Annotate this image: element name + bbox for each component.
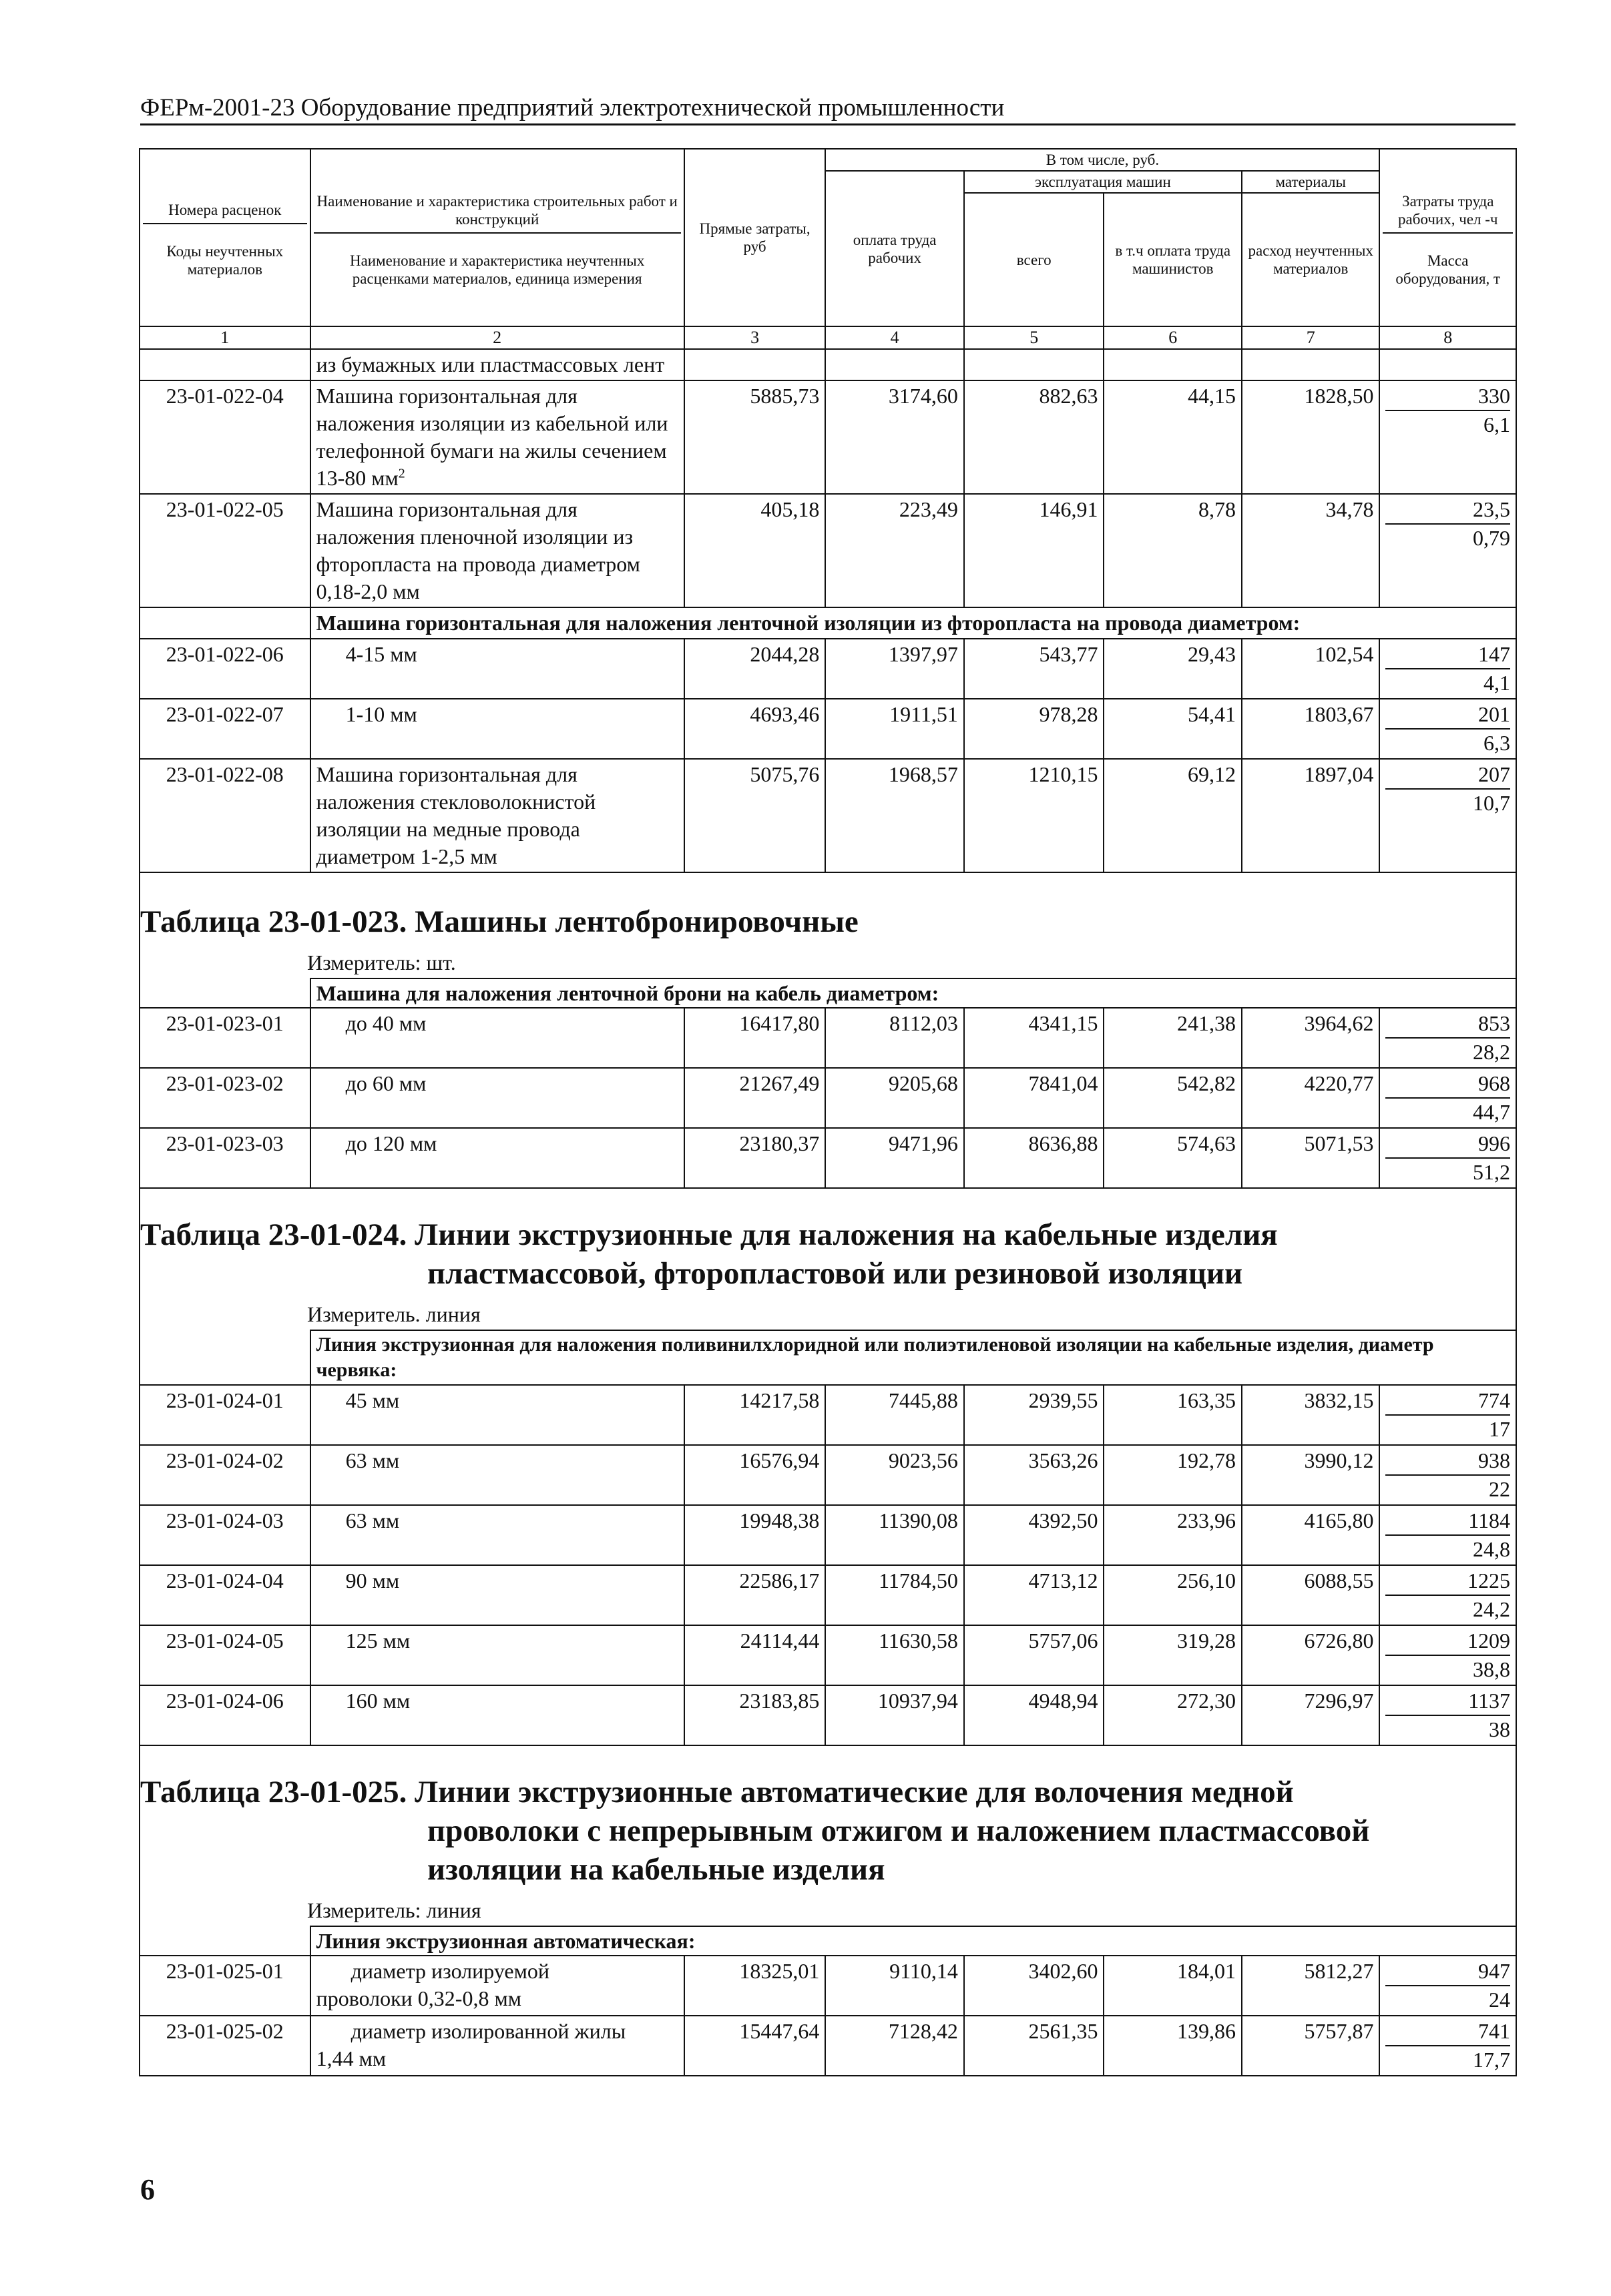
- row-code: 23-01-022-06: [140, 639, 310, 699]
- row-name: 125 мм: [310, 1625, 684, 1685]
- material-cost: 5757,87: [1242, 2016, 1380, 2076]
- direct-cost: 22586,17: [684, 1565, 826, 1625]
- material-cost: 1828,50: [1242, 380, 1380, 494]
- work-mass: 207 10,7: [1379, 759, 1516, 872]
- row-code: 23-01-024-06: [140, 1685, 310, 1745]
- row-name: до 40 мм: [310, 1008, 684, 1068]
- col-number: 8: [1379, 326, 1516, 349]
- group-label: Линия экструзионная для наложения поливинилхлоридной или полиэтиленовой изоляции на кабельные изделия, диаметр червяка:: [310, 1330, 1516, 1385]
- row-name: Машина горизонтальная для наложения пленочной изоляции из фторопласта на провода диаметром 0,18-2,0 мм: [310, 494, 684, 607]
- machine-cost: 4392,50: [964, 1505, 1104, 1565]
- row-name: Машина горизонтальная для наложения стекловолокнистой изоляции на медные провода диаметром 1-2,5 мм: [310, 759, 684, 872]
- group-row: [140, 1330, 1516, 1385]
- labor-cost: 11390,08: [825, 1505, 964, 1565]
- table-row: [140, 1565, 1516, 1625]
- page-number: 6: [140, 2173, 155, 2206]
- driver-cost: 139,86: [1104, 2016, 1242, 2076]
- row-code: 23-01-022-04: [140, 380, 310, 494]
- group-row: [140, 978, 1516, 1008]
- machine-cost: 5757,06: [964, 1625, 1104, 1685]
- material-cost: 1803,67: [1242, 699, 1380, 759]
- material-cost: 3964,62: [1242, 1008, 1380, 1068]
- driver-cost: 29,43: [1104, 639, 1242, 699]
- machine-cost: 8636,88: [964, 1128, 1104, 1188]
- row-name: до 120 мм: [310, 1128, 684, 1188]
- row-code: 23-01-025-01: [140, 1956, 310, 2016]
- table-row: [140, 1128, 1516, 1188]
- rates-table: [139, 148, 1517, 2076]
- labor-cost: 9110,14: [825, 1956, 964, 2016]
- col-number: 7: [1242, 326, 1380, 349]
- direct-cost: 16417,80: [684, 1008, 826, 1068]
- table-row: [140, 2016, 1516, 2076]
- material-cost: 4165,80: [1242, 1505, 1380, 1565]
- machine-cost: 7841,04: [964, 1068, 1104, 1128]
- row-code: 23-01-023-01: [140, 1008, 310, 1068]
- machine-cost: 146,91: [964, 494, 1104, 607]
- material-cost: 3832,15: [1242, 1385, 1380, 1445]
- machine-cost: 4341,15: [964, 1008, 1104, 1068]
- col2-header: Наименование и характеристика строительных работ и конструкций Наименование и характеристика неучтенных расценками материалов, единица измерения: [310, 149, 684, 326]
- row-name: 1-10 мм: [310, 699, 684, 759]
- material-cost: 7296,97: [1242, 1685, 1380, 1745]
- driver-cost: 241,38: [1104, 1008, 1242, 1068]
- col-number: 6: [1104, 326, 1242, 349]
- col-number: 2: [310, 326, 684, 349]
- labor-cost: 7128,42: [825, 2016, 964, 2076]
- labor-cost: 10937,94: [825, 1685, 964, 1745]
- machine-cost: 978,28: [964, 699, 1104, 759]
- row-code: 23-01-024-04: [140, 1565, 310, 1625]
- driver-cost: 44,15: [1104, 380, 1242, 494]
- material-cost: 102,54: [1242, 639, 1380, 699]
- row-name: 90 мм: [310, 1565, 684, 1625]
- work-mass: 1184 24,8: [1379, 1505, 1516, 1565]
- work-mass: 741 17,7: [1379, 2016, 1516, 2076]
- col1-header: Номера расценок Коды неучтенных материалов: [140, 149, 310, 326]
- group-label: Машина горизонтальная для наложения ленточной изоляции из фторопласта на провода диаметром:: [310, 607, 1516, 639]
- work-mass: 996 51,2: [1379, 1128, 1516, 1188]
- section-title: Таблица 23-01-023. Машины лентобронировочные: [140, 872, 1516, 948]
- table-row: [140, 699, 1516, 759]
- labor-cost: 1397,97: [825, 639, 964, 699]
- machine-cost: 3402,60: [964, 1956, 1104, 2016]
- direct-cost: 21267,49: [684, 1068, 826, 1128]
- section-title: Таблица 23-01-025. Линии экструзионные автоматические для волочения медной проволоки с непрерывным отжигом и наложением пластмассовой изоляции на кабельные изделия: [140, 1745, 1516, 1896]
- row-name: 160 мм: [310, 1685, 684, 1745]
- labor-cost: 8112,03: [825, 1008, 964, 1068]
- row-name: диаметр изолированной жилы 1,44 мм: [310, 2016, 684, 2076]
- machines-header: эксплуатация машин: [964, 171, 1242, 193]
- measure-row: [140, 1896, 1516, 1926]
- table-row: [140, 1685, 1516, 1745]
- work-mass: 1209 38,8: [1379, 1625, 1516, 1685]
- direct-cost: 18325,01: [684, 1956, 826, 2016]
- labor-cost: 7445,88: [825, 1385, 964, 1445]
- material-cost: 6726,80: [1242, 1625, 1380, 1685]
- table-row: [140, 494, 1516, 607]
- driver-cost: 574,63: [1104, 1128, 1242, 1188]
- table-row: [140, 759, 1516, 872]
- driver-cost: 69,12: [1104, 759, 1242, 872]
- col5-header: всего: [964, 193, 1104, 326]
- labor-cost: 11630,58: [825, 1625, 964, 1685]
- col-number: 1: [140, 326, 310, 349]
- direct-cost: 16576,94: [684, 1445, 826, 1505]
- row-name: 63 мм: [310, 1505, 684, 1565]
- measure-row: [140, 948, 1516, 978]
- machine-cost: 2939,55: [964, 1385, 1104, 1445]
- work-mass: 147 4,1: [1379, 639, 1516, 699]
- driver-cost: 184,01: [1104, 1956, 1242, 2016]
- material-cost: 5071,53: [1242, 1128, 1380, 1188]
- table-row: [140, 1625, 1516, 1685]
- work-mass: 23,5 0,79: [1379, 494, 1516, 607]
- driver-cost: 233,96: [1104, 1505, 1242, 1565]
- direct-cost: 19948,38: [684, 1505, 826, 1565]
- col-number: 5: [964, 326, 1104, 349]
- row-code: 23-01-024-05: [140, 1625, 310, 1685]
- machine-cost: 1210,15: [964, 759, 1104, 872]
- machine-cost: 3563,26: [964, 1445, 1104, 1505]
- work-mass: 330 6,1: [1379, 380, 1516, 494]
- table-row: [140, 1505, 1516, 1565]
- driver-cost: 256,10: [1104, 1565, 1242, 1625]
- direct-cost: 24114,44: [684, 1625, 826, 1685]
- driver-cost: 8,78: [1104, 494, 1242, 607]
- running-header: ФЕРм-2001-23 Оборудование предприятий электротехнической промышленности: [140, 93, 1516, 125]
- col7-header: расход неучтенных материалов: [1242, 193, 1380, 326]
- group-row: [140, 607, 1516, 639]
- row-code: 23-01-022-08: [140, 759, 310, 872]
- labor-cost: 9471,96: [825, 1128, 964, 1188]
- labor-cost: 223,49: [825, 494, 964, 607]
- row-name: диаметр изолируемой проволоки 0,32-0,8 мм: [310, 1956, 684, 2016]
- labor-cost: 11784,50: [825, 1565, 964, 1625]
- machine-cost: 882,63: [964, 380, 1104, 494]
- measure-label: Измеритель. линия: [140, 1300, 1516, 1330]
- material-cost: 3990,12: [1242, 1445, 1380, 1505]
- materials-header: материалы: [1242, 171, 1380, 193]
- direct-cost: 23183,85: [684, 1685, 826, 1745]
- machine-cost: 543,77: [964, 639, 1104, 699]
- labor-cost: 1911,51: [825, 699, 964, 759]
- direct-cost: 14217,58: [684, 1385, 826, 1445]
- row-code: 23-01-024-03: [140, 1505, 310, 1565]
- driver-cost: 163,35: [1104, 1385, 1242, 1445]
- section-title-row: [140, 1188, 1516, 1300]
- work-mass: 1137 38: [1379, 1685, 1516, 1745]
- labor-cost: 9205,68: [825, 1068, 964, 1128]
- row-code: 23-01-022-05: [140, 494, 310, 607]
- work-mass: 947 24: [1379, 1956, 1516, 2016]
- driver-cost: 54,41: [1104, 699, 1242, 759]
- row-code: 23-01-024-02: [140, 1445, 310, 1505]
- table-row: [140, 639, 1516, 699]
- row-name: 4-15 мм: [310, 639, 684, 699]
- machine-cost: 4713,12: [964, 1565, 1104, 1625]
- row-code: 23-01-023-03: [140, 1128, 310, 1188]
- col3-header: Прямые затраты, руб: [684, 149, 826, 326]
- driver-cost: 192,78: [1104, 1445, 1242, 1505]
- direct-cost: 23180,37: [684, 1128, 826, 1188]
- measure-label: Измеритель: линия: [140, 1896, 1516, 1926]
- driver-cost: 272,30: [1104, 1685, 1242, 1745]
- row-code: 23-01-023-02: [140, 1068, 310, 1128]
- section-title: Таблица 23-01-024. Линии экструзионные для наложения на кабельные изделия пластмассовой, фторопластовой или резиновой изоляции: [140, 1188, 1516, 1300]
- material-cost: 4220,77: [1242, 1068, 1380, 1128]
- group-row: [140, 1926, 1516, 1956]
- row-code: 23-01-025-02: [140, 2016, 310, 2076]
- measure-row: [140, 1300, 1516, 1330]
- direct-cost: 15447,64: [684, 2016, 826, 2076]
- work-mass: 1225 24,2: [1379, 1565, 1516, 1625]
- table-row: [140, 1068, 1516, 1128]
- direct-cost: 5885,73: [684, 380, 826, 494]
- labor-cost: 3174,60: [825, 380, 964, 494]
- table-row: [140, 1008, 1516, 1068]
- row-code: 23-01-022-07: [140, 699, 310, 759]
- work-mass: 853 28,2: [1379, 1008, 1516, 1068]
- col6-header: в т.ч оплата труда машинистов: [1104, 193, 1242, 326]
- group-label: Машина для наложения ленточной брони на кабель диаметром:: [310, 978, 1516, 1008]
- labor-cost: 1968,57: [825, 759, 964, 872]
- labor-cost: 9023,56: [825, 1445, 964, 1505]
- col8-header: Затраты труда рабочих, чел -ч Масса оборудования, т: [1379, 149, 1516, 326]
- table-row: [140, 1385, 1516, 1445]
- work-mass: 774 17: [1379, 1385, 1516, 1445]
- driver-cost: 542,82: [1104, 1068, 1242, 1128]
- table-row: [140, 349, 1516, 380]
- row-name: до 60 мм: [310, 1068, 684, 1128]
- direct-cost: 405,18: [684, 494, 826, 607]
- row-name: из бумажных или пластмассовых лент: [310, 349, 684, 380]
- material-cost: 1897,04: [1242, 759, 1380, 872]
- measure-label: Измеритель: шт.: [140, 948, 1516, 978]
- row-name: 63 мм: [310, 1445, 684, 1505]
- material-cost: 6088,55: [1242, 1565, 1380, 1625]
- direct-cost: 5075,76: [684, 759, 826, 872]
- material-cost: 5812,27: [1242, 1956, 1380, 2016]
- col-number: 3: [684, 326, 826, 349]
- table-row: [140, 1445, 1516, 1505]
- machine-cost: 4948,94: [964, 1685, 1104, 1745]
- material-cost: 34,78: [1242, 494, 1380, 607]
- work-mass: 968 44,7: [1379, 1068, 1516, 1128]
- machine-cost: 2561,35: [964, 2016, 1104, 2076]
- direct-cost: 4693,46: [684, 699, 826, 759]
- driver-cost: 319,28: [1104, 1625, 1242, 1685]
- section-title-row: [140, 1745, 1516, 1896]
- work-mass: 201 6,3: [1379, 699, 1516, 759]
- group-header: В том числе, руб.: [825, 149, 1379, 171]
- col4-header: оплата труда рабочих: [825, 171, 964, 326]
- row-code: 23-01-024-01: [140, 1385, 310, 1445]
- section-title-row: [140, 872, 1516, 948]
- direct-cost: 2044,28: [684, 639, 826, 699]
- table-row: [140, 1956, 1516, 2016]
- work-mass: 938 22: [1379, 1445, 1516, 1505]
- col-number: 4: [825, 326, 964, 349]
- row-name: Машина горизонтальная для наложения изоляции из кабельной или телефонной бумаги на жилы сечением 13-80 $мм^2$: [310, 380, 684, 494]
- table-row: [140, 380, 1516, 494]
- row-name: 45 мм: [310, 1385, 684, 1445]
- group-label: Линия экструзионная автоматическая:: [310, 1926, 1516, 1956]
